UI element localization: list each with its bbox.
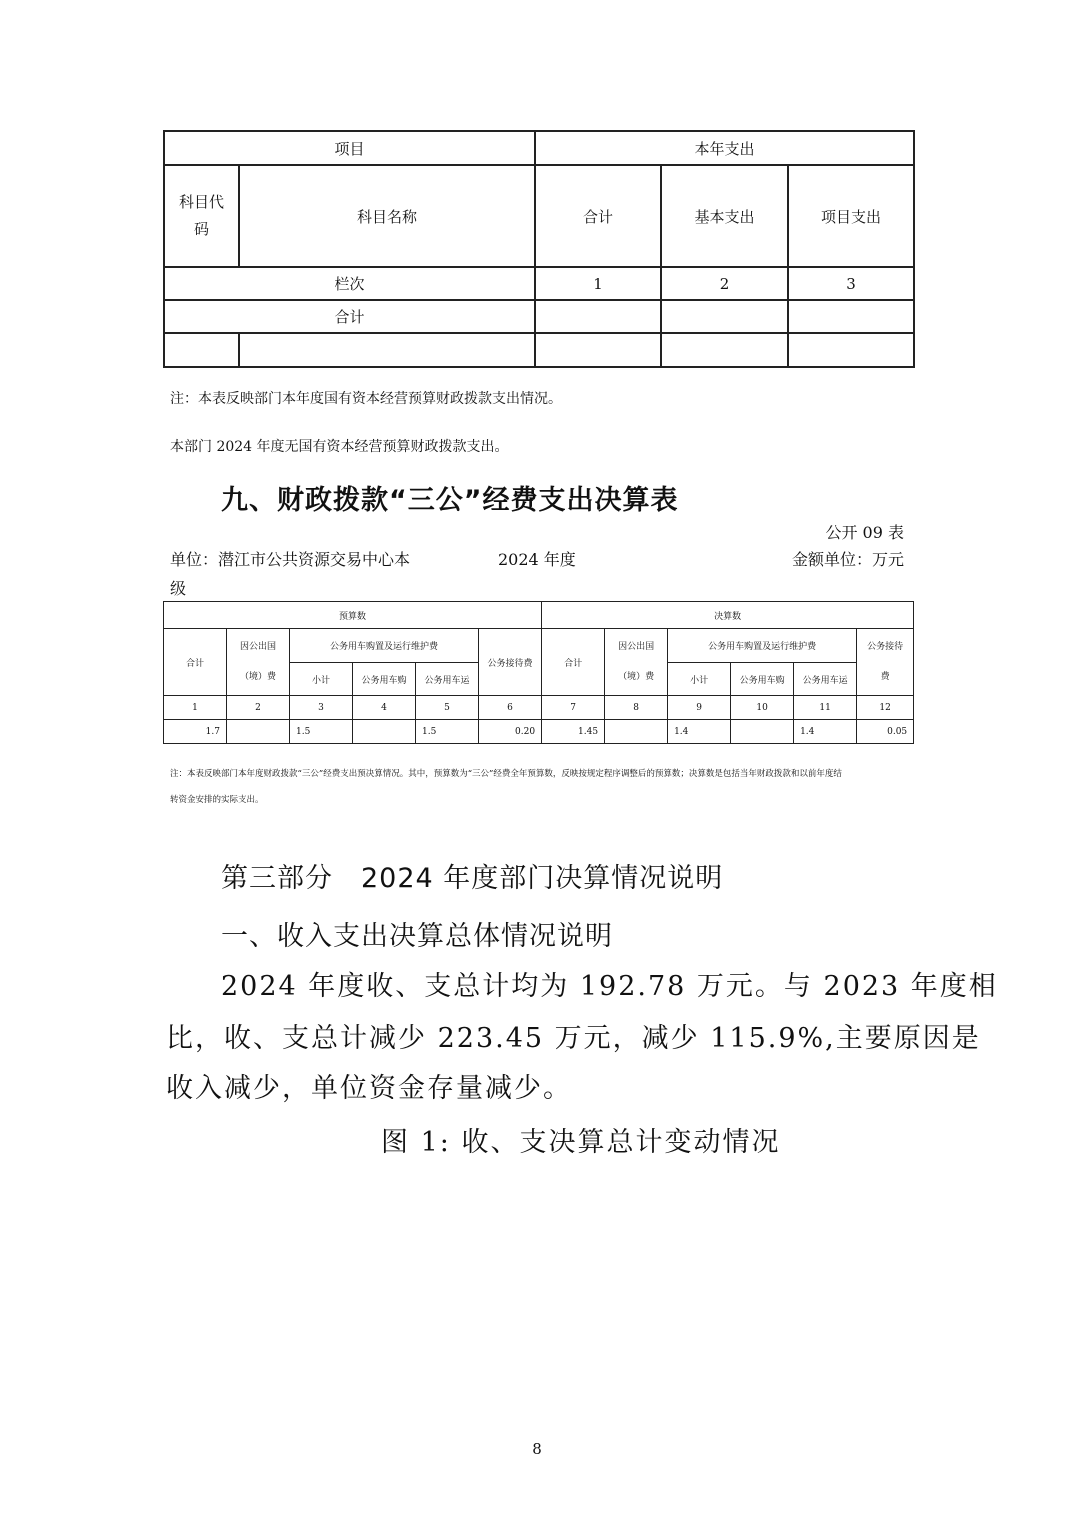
col-project: 项目支出: [788, 165, 914, 267]
row-order-label: 栏次: [164, 267, 535, 300]
col-index: 8: [605, 696, 668, 720]
col-index: 9: [668, 696, 731, 720]
col-basic: 基本支出: [661, 165, 788, 267]
paragraph-line-2: 比，收、支总计减少 223.45 万元，减少 115.9%,主要原因是: [166, 1023, 981, 1054]
col-index: 4: [353, 696, 416, 720]
col-index: 6: [479, 696, 542, 720]
value-cell: 1.5: [290, 720, 353, 744]
col-index: 2: [227, 696, 290, 720]
value-cell: 1.45: [542, 720, 605, 744]
col-subject-code: 科目代码: [164, 165, 239, 267]
value-cell: 1.4: [668, 720, 731, 744]
state-capital-expenditure-table: [163, 130, 915, 368]
section-9-title: 九、财政拨款“三公”经费支出决算表: [221, 485, 679, 516]
empty-cell: [239, 333, 535, 367]
order-2: 2: [661, 267, 788, 300]
note-3-line-2: 转资金安排的实际支出。: [170, 795, 264, 805]
value-cell: 0.20: [479, 720, 542, 744]
budget-operation: 公务用车运: [416, 663, 479, 696]
total-cell: [661, 300, 788, 333]
row-total-label: 合计: [164, 300, 535, 333]
header-current-expenditure: 本年支出: [535, 131, 914, 165]
budget-purchase: 公务用车购: [353, 663, 416, 696]
final-reception: 公务接待 费: [857, 629, 914, 696]
note-2: 本部门 2024 年度无国有资本经营预算财政拨款支出。: [170, 439, 509, 455]
empty-cell: [788, 333, 914, 367]
page-number: 8: [532, 1440, 542, 1458]
final-abroad: 因公出国 （境）费: [605, 629, 668, 696]
empty-cell: [535, 333, 661, 367]
three-public-expenses-table: [163, 601, 914, 744]
part-3-title: 第三部分 2024 年度部门决算情况说明: [221, 863, 724, 894]
value-cell: 1.7: [164, 720, 227, 744]
col-index: 7: [542, 696, 605, 720]
budget-subtotal: 小计: [290, 663, 353, 696]
col-index: 5: [416, 696, 479, 720]
col-total: 合计: [535, 165, 661, 267]
col-index: 11: [794, 696, 857, 720]
col-index: 1: [164, 696, 227, 720]
value-cell: 0.05: [857, 720, 914, 744]
total-cell: [535, 300, 661, 333]
empty-cell: [164, 333, 239, 367]
col-subject-name: 科目名称: [239, 165, 535, 267]
header-item: 项目: [164, 131, 535, 165]
final-header: 决算数: [542, 602, 914, 629]
final-total: 合计: [542, 629, 605, 696]
section-1-title: 一、收入支出决算总体情况说明: [221, 921, 613, 952]
budget-vehicle: 公务用车购置及运行维护费: [290, 629, 479, 663]
total-cell: [788, 300, 914, 333]
paragraph-line-3: 收入减少，单位资金存量减少。: [166, 1073, 572, 1104]
budget-reception: 公务接待费: [479, 629, 542, 696]
col-index: 12: [857, 696, 914, 720]
value-cell: 1.4: [794, 720, 857, 744]
value-cell: 1.5: [416, 720, 479, 744]
unit-label: 单位：潜江市公共资源交易中心本: [170, 550, 411, 569]
final-subtotal: 小计: [668, 663, 731, 696]
amount-unit: 金额单位：万元: [791, 550, 904, 569]
final-operation: 公务用车运: [794, 663, 857, 696]
note-1: 注：本表反映部门本年度国有资本经营预算财政拨款支出情况。: [170, 391, 562, 407]
col-index: 10: [731, 696, 794, 720]
budget-abroad: 因公出国 （境）费: [227, 629, 290, 696]
note-3-line-1: 注：本表反映部门本年度财政拨款“三公”经费支出预决算情况。其中，预算数为“三公”经费全年预算数，反映按规定程序调整后的预算数；决算数是包括当年财政拨款和以前年度结: [170, 769, 842, 779]
figure-caption: 图 1: 收、支决算总计变动情况: [381, 1127, 781, 1158]
table-code: 公开 09 表: [825, 523, 904, 542]
paragraph-line-1: 2024 年度收、支总计均为 192.78 万元。与 2023 年度相: [221, 971, 998, 1002]
order-1: 1: [535, 267, 661, 300]
empty-cell: [661, 333, 788, 367]
final-purchase: 公务用车购: [731, 663, 794, 696]
value-cell: [227, 720, 290, 744]
budget-total: 合计: [164, 629, 227, 696]
value-cell: [731, 720, 794, 744]
budget-header: 预算数: [164, 602, 542, 629]
year-label: 2024 年度: [498, 550, 576, 569]
value-cell: [353, 720, 416, 744]
col-index: 3: [290, 696, 353, 720]
final-vehicle: 公务用车购置及运行维护费: [668, 629, 857, 663]
unit-label-cont: 级: [170, 579, 187, 598]
order-3: 3: [788, 267, 914, 300]
value-cell: [605, 720, 668, 744]
